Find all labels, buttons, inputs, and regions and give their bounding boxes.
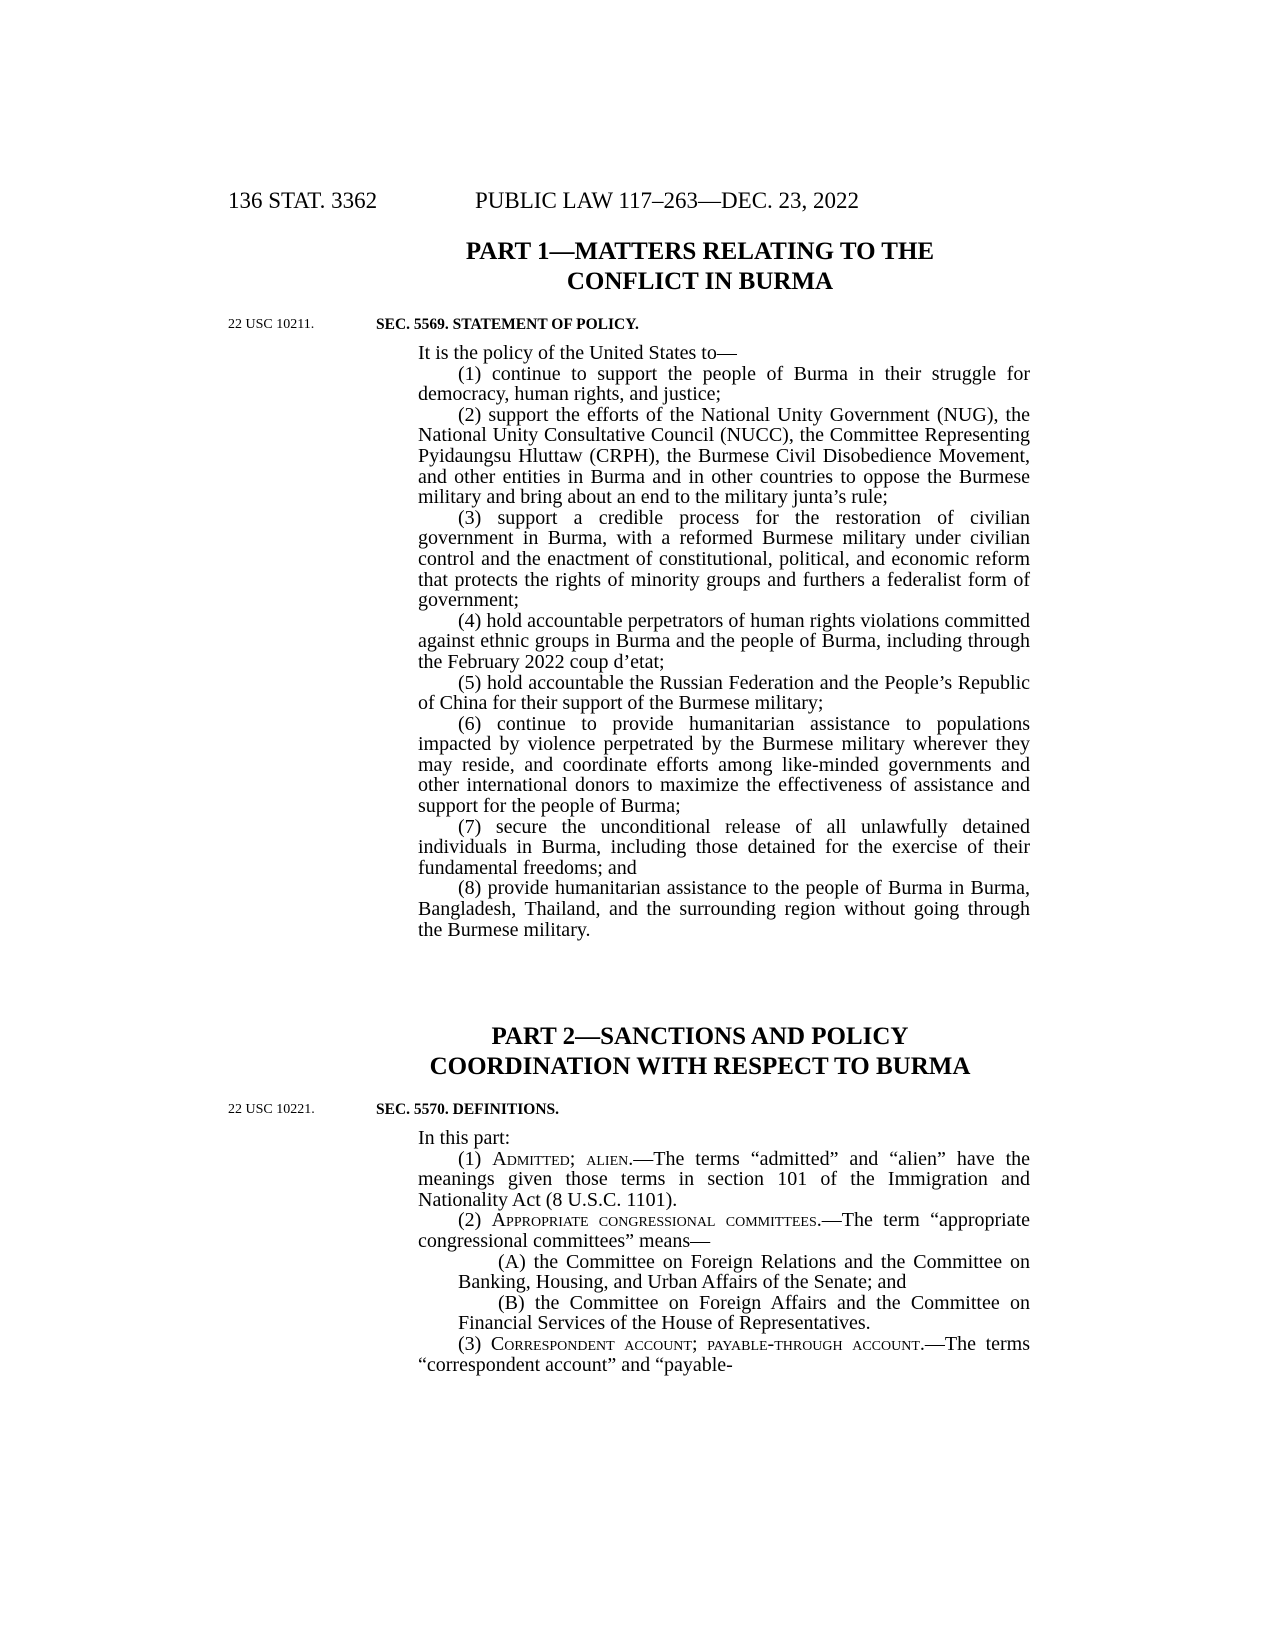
policy-item-1: (1) continue to support the people of Burma in their struggle for democracy, human rights, and justice; <box>418 362 1030 406</box>
definition-1-text: .—The terms “admitted” and “alien” have the meanings given those terms in section 101 of the Immigration and Nationality Act (8 U.S.C. 1101). <box>418 1147 1030 1211</box>
definition-2-term: Appropriate congressional committees <box>491 1209 817 1232</box>
section-5569-heading: SEC. 5569. STATEMENT OF POLICY. <box>376 316 639 333</box>
part-2-title-line-1: PART 2—SANCTIONS AND POLICY <box>491 1023 909 1050</box>
margin-note-usc-10211: 22 USC 10211. <box>228 317 315 332</box>
definition-2-subparagraph-a: (A) the Committee on Foreign Relations and the Committee on Banking, Housing, and Urban Affairs of the Senate; and <box>458 1250 1030 1294</box>
public-law-citation: PUBLIC LAW 117–263—DEC. 23, 2022 <box>475 188 860 213</box>
part-2-title <box>360 1022 1040 1082</box>
definition-2-subparagraph-b: (B) the Committee on Foreign Affairs and the Committee on Financial Services of the House of Representatives. <box>458 1291 1030 1335</box>
part-1-title-line-1: PART 1—MATTERS RELATING TO THE <box>465 238 935 265</box>
definition-1-term: Admitted; alien <box>492 1147 629 1170</box>
statute-page-number: 136 STAT. 3362 <box>228 188 378 213</box>
policy-item-5: (5) hold accountable the Russian Federation and the People’s Republic of China for their support of the Burmese military; <box>418 671 1030 715</box>
definition-3-number: (3) <box>458 1332 482 1355</box>
policy-item-6: (6) continue to provide humanitarian assistance to populations impacted by violence perpetrated by the Burmese military wherever they may reside, and coordinate efforts among like-minded governments and other international donors to maximize the effectiveness of assistance and support for the people of Burma; <box>418 712 1030 818</box>
margin-note-usc-10221: 22 USC 10221. <box>228 1102 315 1117</box>
part-1-title <box>360 237 1040 297</box>
section-5569-body <box>418 343 1030 940</box>
part-2-title-line-2: COORDINATION WITH RESPECT TO BURMA <box>429 1053 971 1080</box>
definition-1-number: (1) <box>458 1147 482 1170</box>
part-1-title-line-2: CONFLICT IN BURMA <box>566 268 834 295</box>
policy-item-2: (2) support the efforts of the National Unity Government (NUG), the National Unity Consultative Council (NUCC), the Committee Representing Pyidaungsu Hluttaw (CRPH), the Burmese Civil Disobedience Movement, and other entities in Burma and in other countries to oppose the Burmese military and bring about an end to the military junta’s rule; <box>418 403 1030 509</box>
section-5569-intro: It is the policy of the United States to— <box>418 342 737 364</box>
definition-2-number: (2) <box>458 1209 482 1232</box>
definition-1 <box>418 1149 1030 1211</box>
policy-item-8: (8) provide humanitarian assistance to the people of Burma in Burma, Bangladesh, Thailand, and the surrounding region without going through the Burmese military. <box>418 877 1030 941</box>
section-5570-intro: In this part: <box>418 1127 511 1149</box>
definition-3-term: Correspondent account; payable-through account <box>490 1332 920 1355</box>
definition-2 <box>418 1210 1030 1251</box>
definition-3 <box>418 1334 1030 1375</box>
page-header <box>228 188 1028 218</box>
policy-item-4: (4) hold accountable perpetrators of human rights violations committed against ethnic groups in Burma and the people of Burma, including through the February 2022 coup d’etat; <box>418 609 1030 673</box>
section-5570-heading: SEC. 5570. DEFINITIONS. <box>376 1101 560 1118</box>
definition-3-text: .—The terms “correspondent account” and “payable- <box>418 1332 1031 1376</box>
policy-item-3: (3) support a credible process for the restoration of civilian government in Burma, with a reformed Burmese military under civilian control and the enactment of constitutional, political, and economic reform that protects the rights of minority groups and furthers a federalist form of government; <box>418 506 1030 612</box>
policy-item-7: (7) secure the unconditional release of all unlawfully detained individuals in Burma, including those detained for the exercise of their fundamental freedoms; and <box>418 815 1030 879</box>
definition-2-text: .—The term “appropriate congressional committees” means— <box>418 1209 1031 1252</box>
section-5570-body <box>418 1128 1030 1375</box>
